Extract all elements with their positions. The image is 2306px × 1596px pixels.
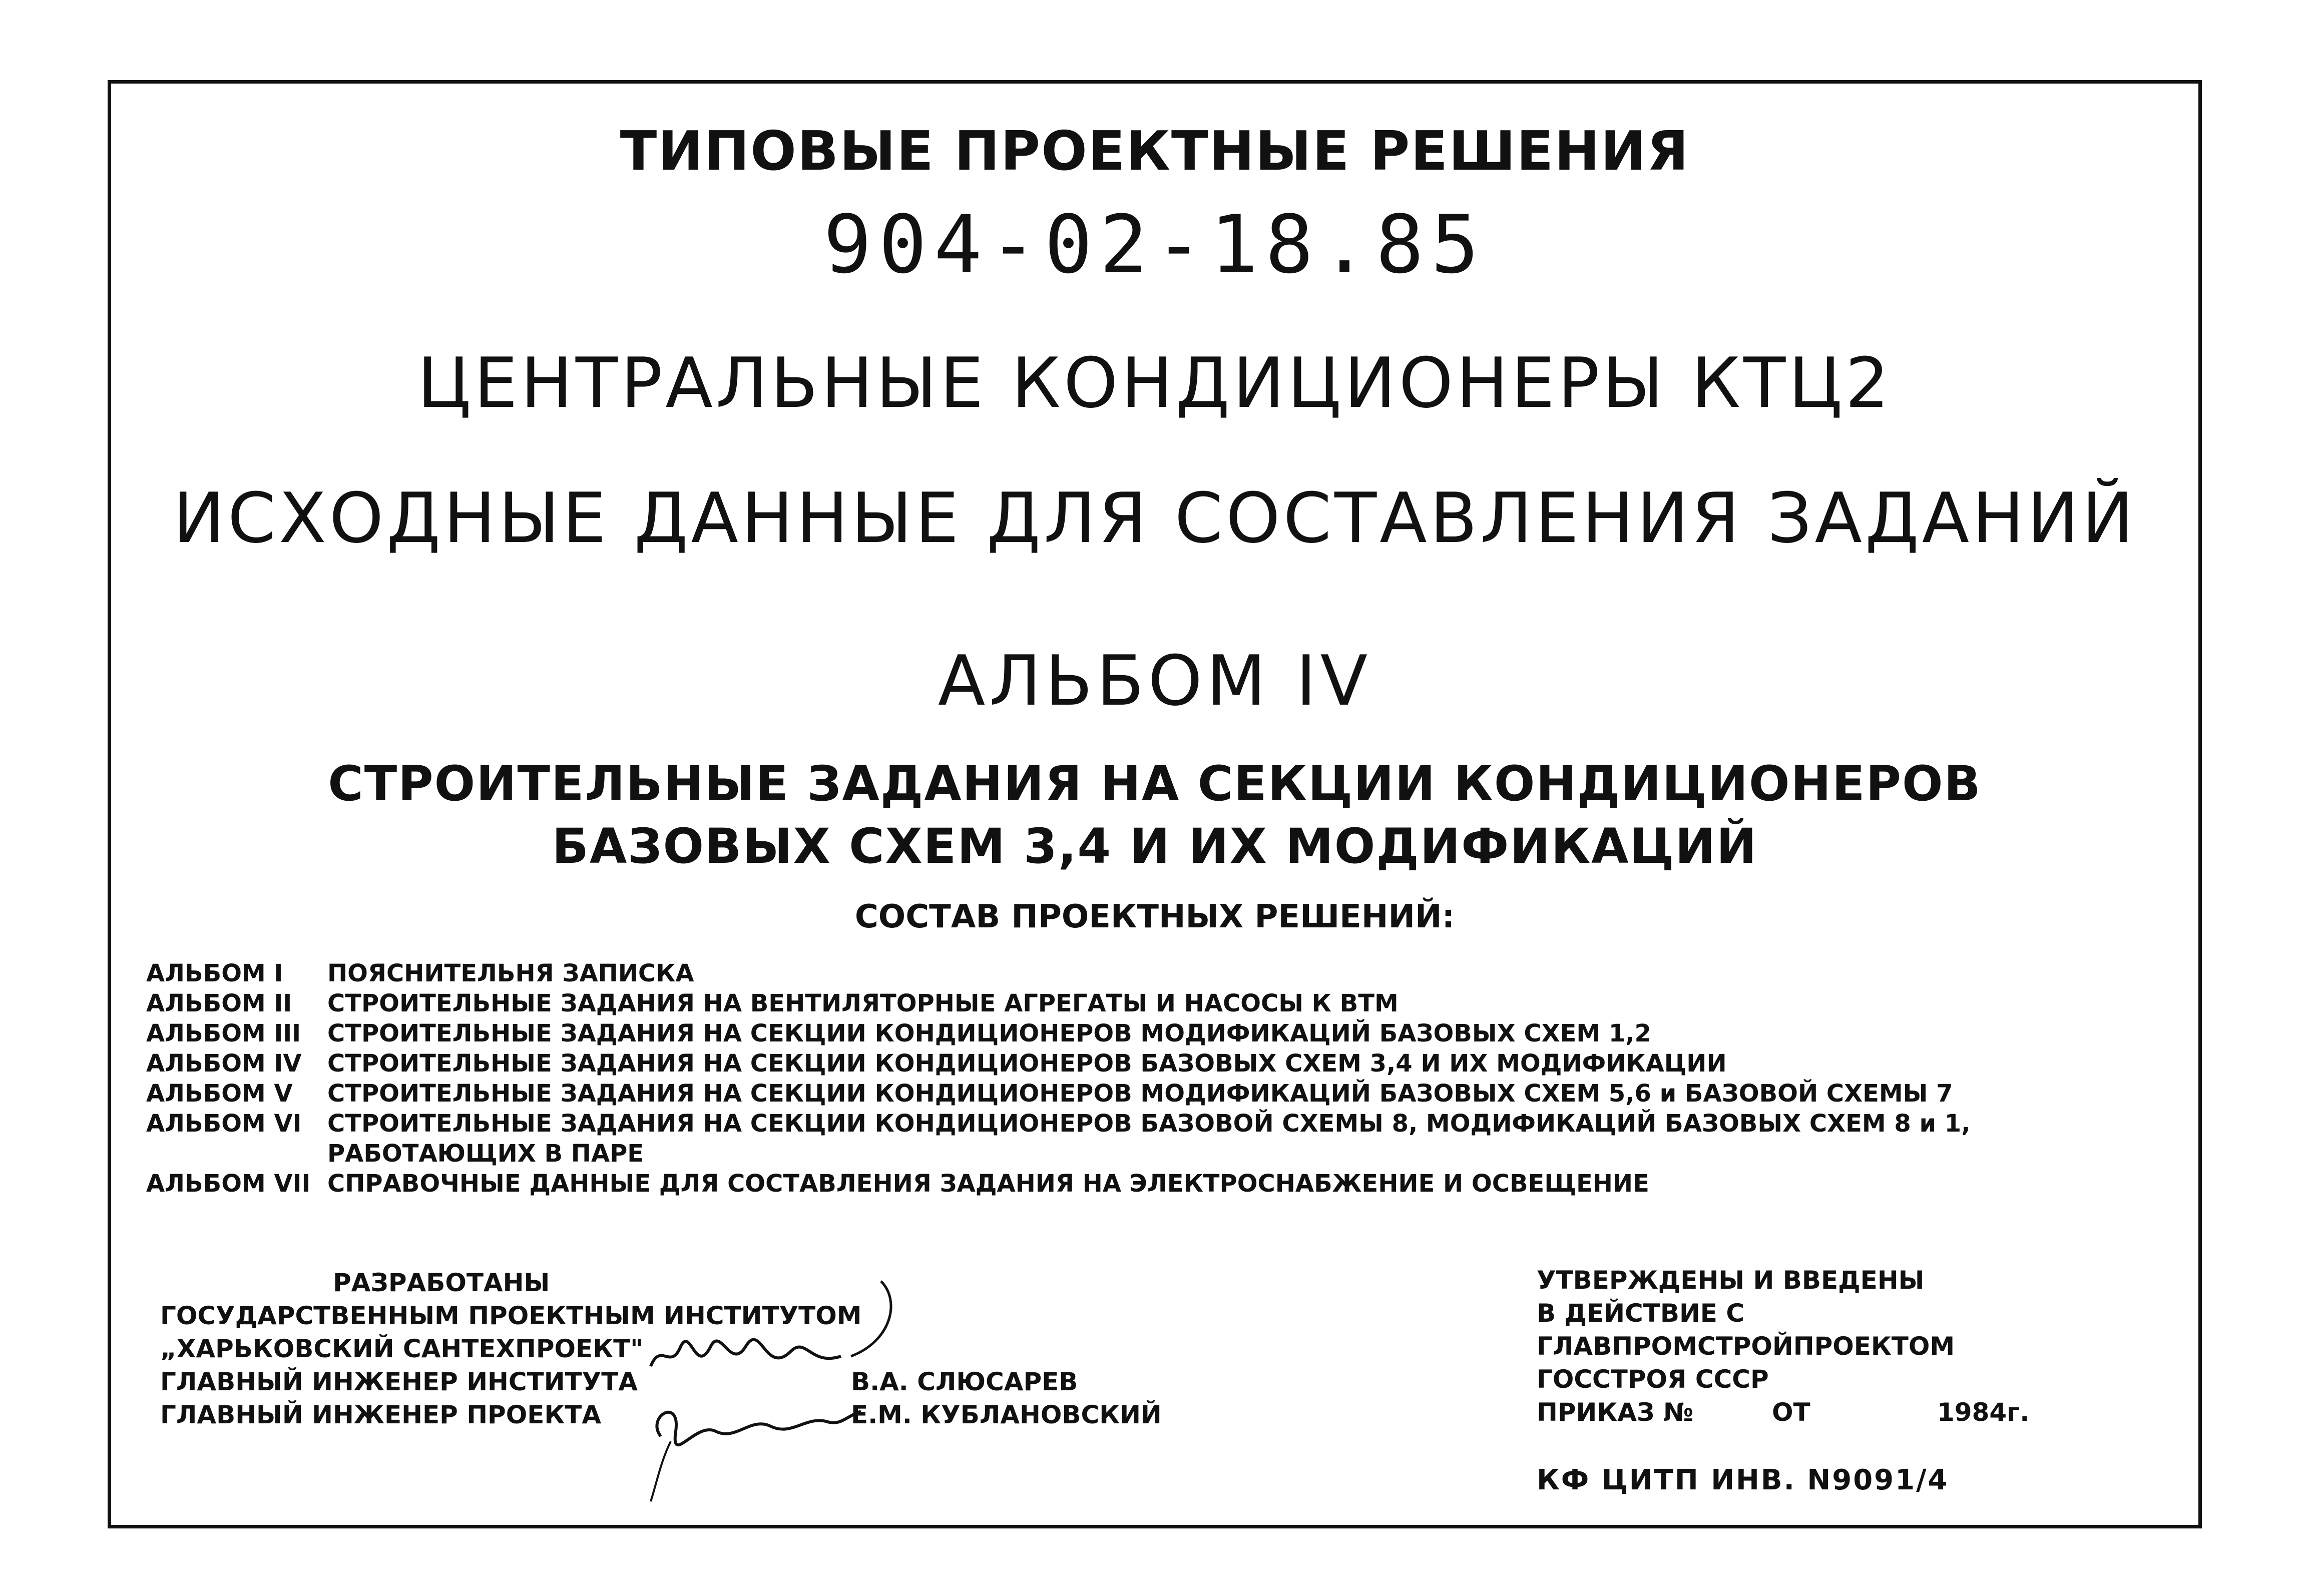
- list-item: [146, 1018, 1970, 1048]
- approval-line-4: ГОССТРОЯ СССР: [1537, 1365, 1769, 1394]
- approval-line-3: ГЛАВПРОМСТРОЙПРОЕКТОМ: [1537, 1332, 1955, 1361]
- title-line-2: ИСХОДНЫЕ ДАННЫЕ ДЛЯ СОСТАВЛЕНИЯ ЗАДАНИЙ: [173, 478, 2137, 559]
- album-description: СТРОИТЕЛЬНЫЕ ЗАДАНИЯ НА СЕКЦИИ КОНДИЦИОНЕРОВ БАЗОВЫХ СХЕМ 3,4 И ИХ МОДИФИКАЦИИ: [327, 1049, 1727, 1078]
- list-item: [146, 1079, 1970, 1109]
- album-list: [146, 958, 1970, 1199]
- role-label: ГЛАВНЫЙ ИНЖЕНЕР ИНСТИТУТА: [160, 1367, 638, 1396]
- approval-line-1: УТВЕРЖДЕНЫ И ВВЕДЕНЫ: [1537, 1266, 1925, 1295]
- developer-institute: ГОСУДАРСТВЕННЫМ ПРОЕКТНЫМ ИНСТИТУТОМ: [160, 1301, 862, 1330]
- series-header: ТИПОВЫЕ ПРОЕКТНЫЕ РЕШЕНИЯ: [620, 120, 1690, 183]
- list-item: [146, 958, 1970, 988]
- approval-block: [1537, 1264, 2029, 1429]
- album-label: АЛЬБОМ IV: [146, 1049, 302, 1078]
- album-description: СТРОИТЕЛЬНЫЕ ЗАДАНИЯ НА ВЕНТИЛЯТОРНЫЕ АГРЕГАТЫ И НАСОСЫ К ВТМ: [327, 989, 1399, 1017]
- album-label: АЛЬБОМ II: [146, 989, 292, 1017]
- order-from: ОТ: [1772, 1398, 1810, 1427]
- album-description: СТРОИТЕЛЬНЫЕ ЗАДАНИЯ НА СЕКЦИИ КОНДИЦИОНЕРОВ МОДИФИКАЦИЙ БАЗОВЫХ СХЕМ 1,2: [327, 1019, 1651, 1047]
- album-description: СПРАВОЧНЫЕ ДАННЫЕ ДЛЯ СОСТАВЛЕНИЯ ЗАДАНИЯ НА ЭЛЕКТРОСНАБЖЕНИЕ И ОСВЕЩЕНИЕ: [327, 1170, 1649, 1198]
- document-code: 904-02-18.85: [823, 198, 1486, 291]
- album-description: СТРОИТЕЛЬНЫЕ ЗАДАНИЯ НА СЕКЦИИ КОНДИЦИОНЕРОВ МОДИФИКАЦИЙ БАЗОВЫХ СХЕМ 5,6 и БАЗОВОЙ СХЕМЫ 7: [327, 1080, 1953, 1108]
- list-item: [146, 1109, 1970, 1169]
- order-row: [1537, 1396, 2029, 1429]
- approval-line-2: В ДЕЙСТВИЕ С: [1537, 1299, 1745, 1328]
- subtitle-line-2: БАЗОВЫХ СХЕМ 3,4 И ИХ МОДИФИКАЦИЙ: [552, 818, 1758, 874]
- subtitle-line-1: СТРОИТЕЛЬНЫЕ ЗАДАНИЯ НА СЕКЦИИ КОНДИЦИОНЕРОВ: [328, 756, 1982, 812]
- order-label: ПРИКАЗ №: [1537, 1398, 1693, 1427]
- album-description: СТРОИТЕЛЬНЫЕ ЗАДАНИЯ НА СЕКЦИИ КОНДИЦИОНЕРОВ БАЗОВОЙ СХЕМЫ 8, МОДИФИКАЦИЙ БАЗОВЫХ СХЕМ 8 и 1, РАБОТАЮЩИХ В ПАРЕ: [327, 1110, 1971, 1168]
- album-label: АЛЬБОМ III: [146, 1019, 301, 1047]
- order-year: 1984г.: [1937, 1398, 2030, 1427]
- album-label: АЛЬБОМ VI: [146, 1110, 302, 1138]
- title-line-1: ЦЕНТРАЛЬНЫЕ КОНДИЦИОНЕРЫ КТЦ2: [417, 343, 1893, 423]
- person-name: Е.М. КУБЛАНОВСКИЙ: [851, 1400, 1162, 1429]
- album-label: АЛЬБОМ V: [146, 1080, 293, 1108]
- list-item: [146, 988, 1970, 1018]
- developer-heading: РАЗРАБОТАНЫ: [333, 1268, 550, 1297]
- album-label: АЛЬБОМ I: [146, 959, 283, 987]
- album-title: АЛЬБОМ IV: [938, 641, 1372, 721]
- album-description: ПОЯСНИТЕЛЬНЯ ЗАПИСКА: [327, 959, 694, 987]
- composition-heading: СОСТАВ ПРОЕКТНЫХ РЕШЕНИЙ:: [854, 898, 1455, 935]
- album-label: АЛЬБОМ VII: [146, 1170, 311, 1198]
- list-item: [146, 1169, 1970, 1199]
- inventory-number: КФ ЦИТП ИНВ. N9091/4: [1537, 1464, 1949, 1496]
- list-item: [146, 1048, 1970, 1079]
- developer-institute-name: „ХАРЬКОВСКИЙ САНТЕХПРОЕКТ": [160, 1334, 644, 1363]
- person-name: В.А. СЛЮСАРЕВ: [851, 1367, 1078, 1396]
- signatures-graphic: [641, 1271, 901, 1511]
- role-label: ГЛАВНЫЙ ИНЖЕНЕР ПРОЕКТА: [160, 1400, 602, 1429]
